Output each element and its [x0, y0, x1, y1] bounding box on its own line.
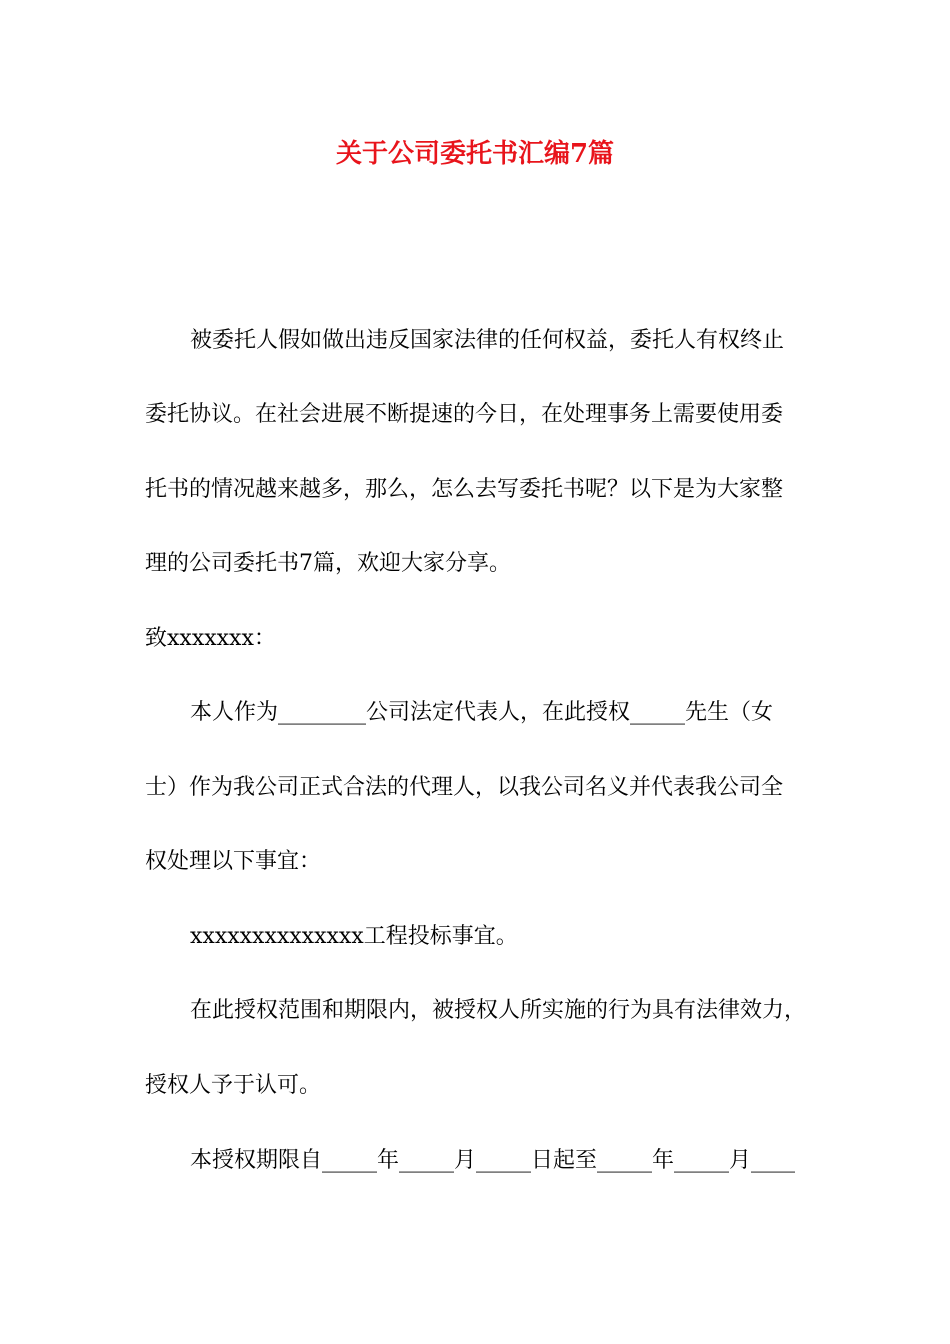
paragraph-line: xxxxxxxxxxxxxx工程投标事宜。	[190, 924, 518, 949]
paragraph-line: 在此授权范围和期限内，被授权人所实施的行为具有法律效力，	[190, 998, 807, 1023]
paragraph-line: 委托协议。在社会进展不断提速的今日，在处理事务上需要使用委	[145, 402, 784, 427]
salutation-line: 致xxxxxxx：	[145, 626, 276, 651]
paragraph-line: 理的公司委托书7篇，欢迎大家分享。	[145, 551, 511, 576]
paragraph-line: 士）作为我公司正式合法的代理人，以我公司名义并代表我公司全	[145, 775, 784, 800]
paragraph-line: 托书的情况越来越多，那么，怎么去写委托书呢？以下是为大家整	[145, 477, 784, 502]
paragraph-line: 被委托人假如做出违反国家法律的任何权益，委托人有权终止	[190, 328, 785, 353]
paragraph-line: 本人作为________公司法定代表人，在此授权_____先生（女	[190, 700, 774, 725]
paragraph-line: 授权人予于认可。	[145, 1073, 322, 1098]
paragraph-line: 权处理以下事宜：	[145, 849, 322, 874]
document-title: 关于公司委托书汇编7篇	[335, 139, 615, 169]
paragraph-line: 本授权期限自_____年_____月_____日起至_____年_____月____	[190, 1148, 796, 1173]
